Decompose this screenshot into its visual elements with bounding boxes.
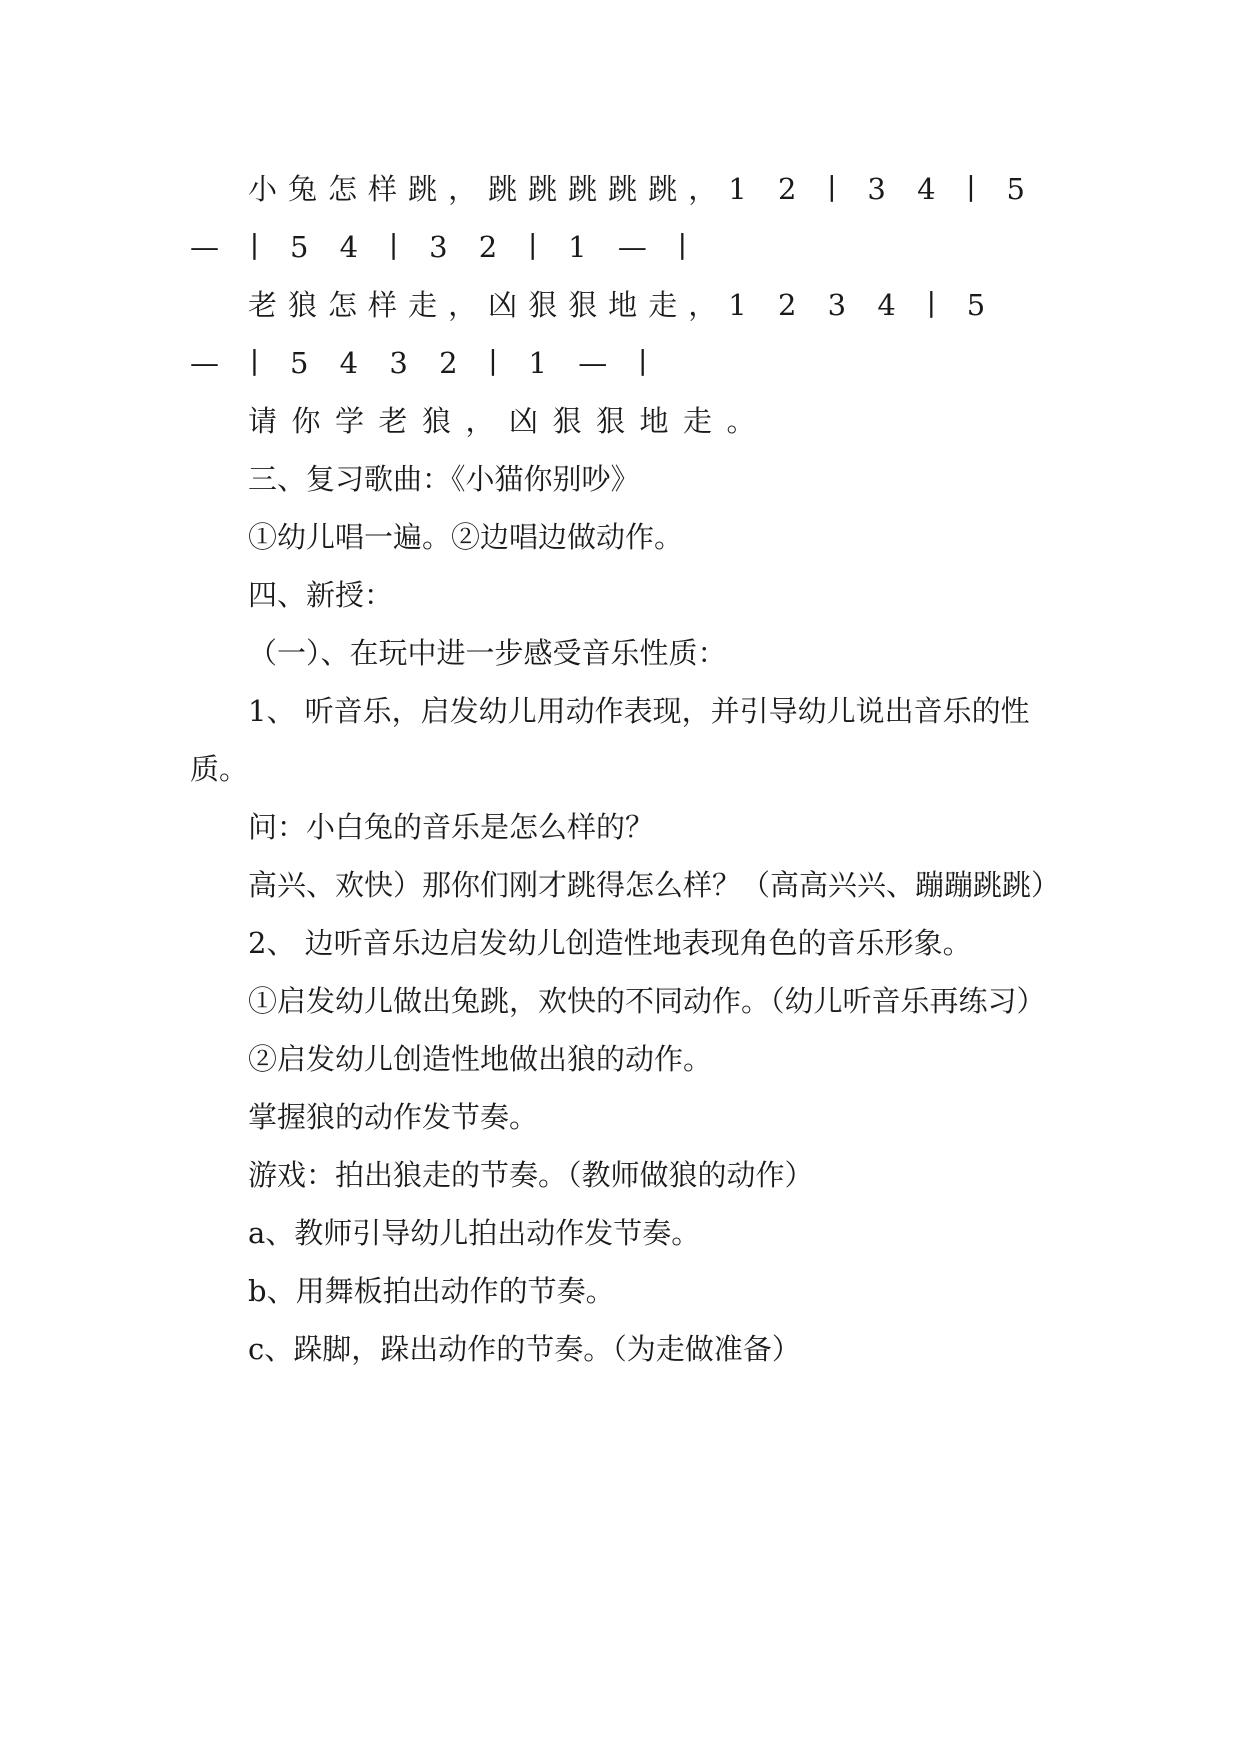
step-2-creative-expression: 2、 边听音乐边启发幼儿创造性地表现角色的音乐形象。 <box>248 926 972 960</box>
lyric-line-rabbit: 小兔怎样跳，跳跳跳跳跳，1 2 ∣ 3 4 ∣ 5 — ∣ 5 4 ∣ 3 2 ∣ 1 — ∣ <box>190 172 1057 264</box>
item-b-dance-board: b、用舞板拍出动作的节奏。 <box>248 1274 615 1308</box>
section-heading-review-song: 三、复习歌曲：《小猫你别吵》 <box>248 462 640 496</box>
subsection-heading-1: （一）、在玩中进一步感受音乐性质： <box>248 636 727 670</box>
section-heading-new-lesson: 四、新授： <box>248 578 394 612</box>
item-a-teacher-guide: a、教师引导幼儿拍出动作发节奏。 <box>248 1216 701 1250</box>
question-rabbit-music: 问：小白兔的音乐是怎么样的？ <box>248 810 655 844</box>
game-clap-rhythm: 游戏：拍出狼走的节奏。（教师做狼的动作） <box>248 1158 814 1192</box>
lyric-line-imitate-wolf: 请你学老狼，凶狠狠地走。 <box>248 404 771 438</box>
answer-rabbit-music: 高兴、欢快）那你们刚才跳得怎么样？（高高兴兴、蹦蹦跳跳） <box>248 868 1061 902</box>
master-wolf-rhythm: 掌握狼的动作发节奏。 <box>248 1100 539 1134</box>
lyric-line-wolf: 老狼怎样走，凶狠狠地走，1 2 3 4 ∣ 5 — ∣ 5 4 3 2 ∣ 1 — ∣ <box>190 288 1017 380</box>
document-body <box>190 160 1061 1378</box>
step-1-listen-music: 1、 听音乐，启发幼儿用动作表现，并引导幼儿说出音乐的性质。 <box>190 694 1030 786</box>
item-wolf-actions: ②启发幼儿创造性地做出狼的动作。 <box>248 1042 713 1076</box>
review-steps: ①幼儿唱一遍。②边唱边做动作。 <box>248 520 684 554</box>
item-rabbit-actions: ①启发幼儿做出兔跳，欢快的不同动作。（幼儿听音乐再练习） <box>248 984 1046 1018</box>
item-c-stomp: c、跺脚，跺出动作的节奏。（为走做准备） <box>248 1332 801 1366</box>
